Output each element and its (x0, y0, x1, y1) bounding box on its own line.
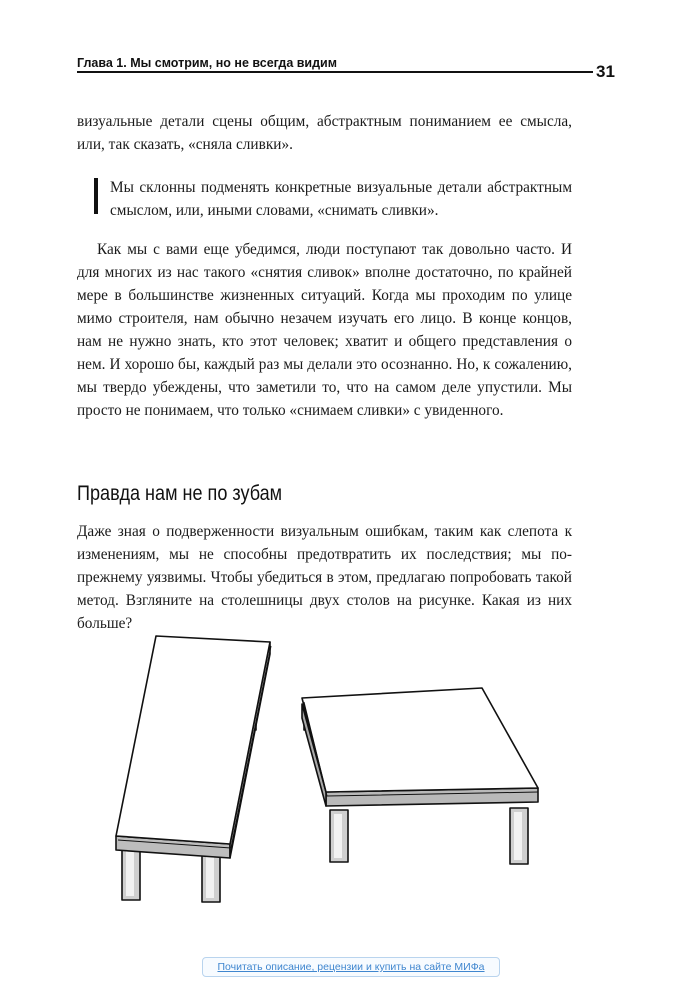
body-paragraph-1: визуальные детали сцены общим, абстрактным пониманием ее смысла, или, так сказать, «сняла сливки». (77, 113, 572, 153)
body-paragraph-3: Даже зная о подверженности визуальным ошибкам, таким как слепота к изменениям, мы не способны предотвратить их последствия; мы по-прежнему уязвимы. Чтобы убедиться в этом, предлагаю попробовать такой метод. Взгляните на столешницы двух столов на рисунке. Какая из них больше? (77, 523, 572, 632)
long-table-drawing (116, 636, 271, 902)
pull-quote: Мы склонны подменять конкретные визуальные детали абстрактным смыслом, или, иными словами, «снимать сливки». (110, 179, 572, 219)
buy-link[interactable]: Почитать описание, рецензии и купить на сайте МИФа (202, 957, 500, 977)
pull-quote-bar (94, 178, 98, 214)
page-number: 31 (596, 62, 615, 81)
header-rule (77, 71, 593, 73)
running-head: Глава 1. Мы смотрим, но не всегда видим (77, 56, 337, 70)
body-paragraph-2: Как мы с вами еще убедимся, люди поступают так довольно часто. И для многих из нас такого «снятия сливок» вполне достаточно, по крайней мере в большинстве жизненных ситуаций. Когда мы проходим по улице мимо строителя, нам обычно незачем изучать его лицо. В конце концов, нам не нужно знать, кто этот человек; хватит и общего представления о нем. И хорошо бы, каждый раз мы делали это осознанно. Но, к сожалению, мы твердо убеждены, что заметили то, что на самом деле упустили. Мы просто не понимаем, что только «снимаем сливки» с увиденного. (77, 241, 572, 419)
wide-table-drawing (302, 688, 538, 864)
tables-illusion-figure (90, 630, 560, 910)
section-heading: Правда нам не по зубам (77, 482, 283, 505)
